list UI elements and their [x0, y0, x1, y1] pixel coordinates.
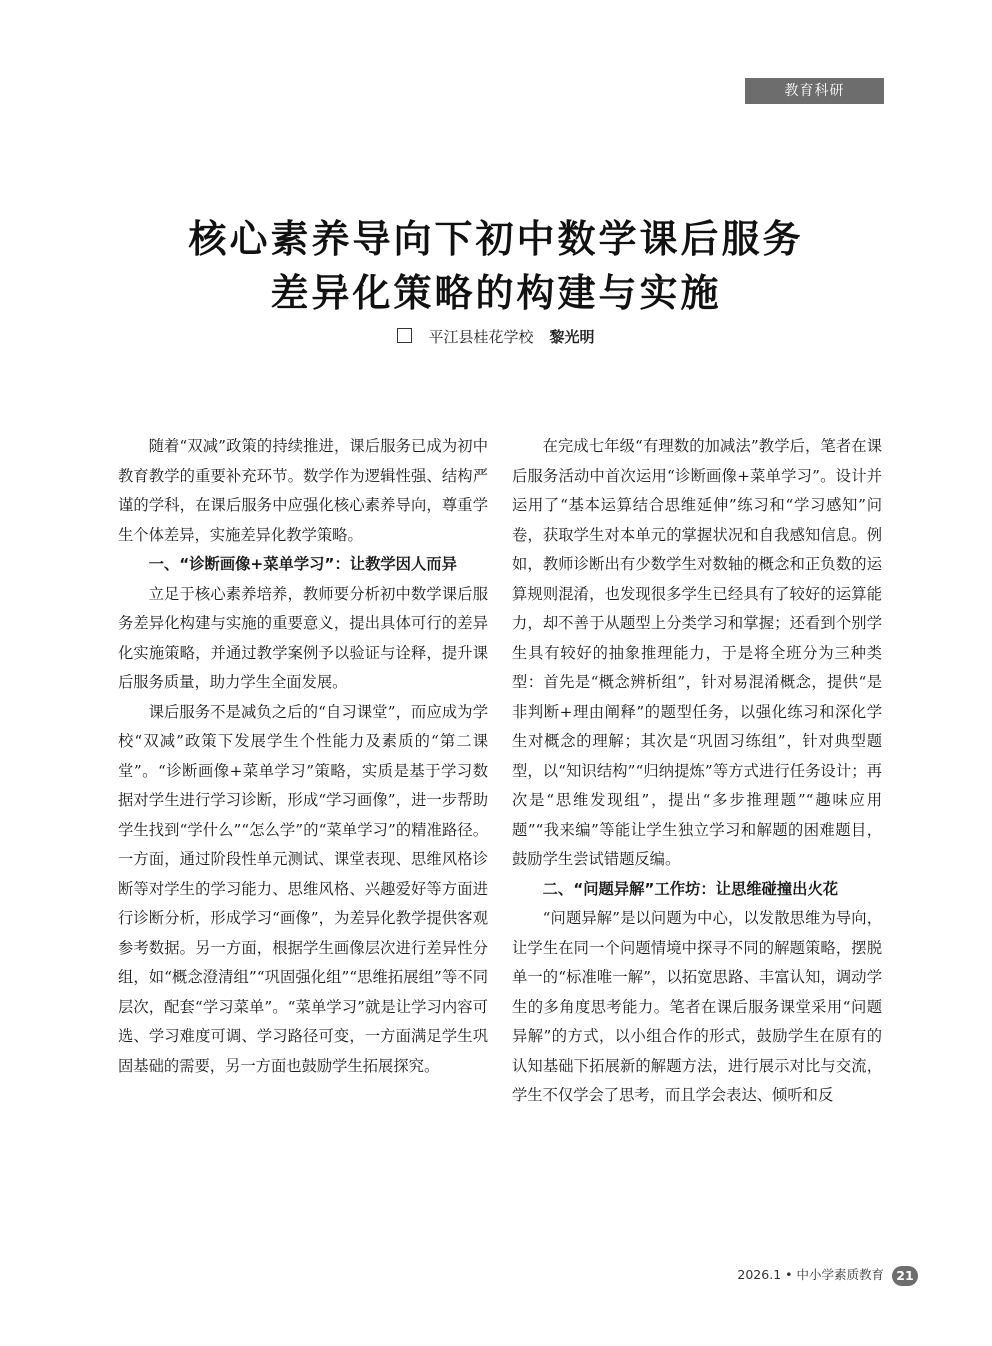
page-footer	[660, 1264, 918, 1286]
footer-separator: •	[785, 1267, 793, 1282]
article-title-line1: 核心素养导向下初中数学课后服务	[188, 217, 804, 261]
section-tag: 教育科研	[745, 78, 884, 104]
left-column	[118, 432, 488, 1081]
section-heading: 一、“诊断画像+菜单学习”：让教学因人而异	[148, 555, 457, 573]
paragraph: 随着“双减”政策的持续推进，课后服务已成为初中教育教学的重要补充环节。数学作为逻辑性强、结构严谨的学科，在课后服务中应强化核心素养导向，尊重学生个体差异，实施差异化教学策略。	[118, 437, 488, 544]
author-name: 黎光明	[549, 328, 595, 346]
right-column	[512, 432, 882, 1111]
page-number: 21	[892, 1266, 918, 1286]
paragraph: “问题异解”是以问题为中心，以发散思维为导向，让学生在同一个问题情境中探寻不同的解题策略，摆脱单一的“标准唯一解”，以拓宽思路、丰富认知，调动学生的多角度思考能力。笔者在课后服务课堂采用“问题异解”的方式，以小组合作的形式，鼓励学生在原有的认知基础下拓展新的解题方法，进行展示对比与交流，学生不仅学会了思考，而且学会表达、倾听和反	[512, 909, 882, 1104]
section-heading: 二、“问题异解”工作坊：让思维碰撞出火花	[542, 879, 839, 898]
square-icon	[397, 328, 412, 343]
paragraph: 课后服务不是减负之后的“自习课堂”，而应成为学校“双减”政策下发展学生个性能力及素质的“第二课堂”。“诊断画像+菜单学习”策略，实质是基于学习数据对学生进行学习诊断，形成“学习画像”，进一步帮助学生找到“学什么”“怎么学”的“菜单学习”的精准路径。一方面，通过阶段性单元测试、课堂表现、思维风格诊断等对学生的学习能力、思维风格、兴趣爱好等方面进行诊断分析，形成学习“画像”，为差异化教学提供客观参考数据。另一方面，根据学生画像层次进行差异性分组，如“概念澄清组”“巩固强化组”“思维拓展组”等不同层次，配套“学习菜单”。“菜单学习”就是让学习内容可选、学习难度可调、学习路径可变，一方面满足学生巩固基础的需要，另一方面也鼓励学生拓展探究。	[118, 702, 488, 1075]
byline	[0, 326, 992, 347]
school-name: 平江县桂花学校	[428, 328, 534, 346]
journal-name: 中小学素质教育	[796, 1267, 885, 1282]
paragraph: 立足于核心素养培养，教师要分析初中数学课后服务差异化构建与实施的重要意义，提出具体可行的差异化实施策略，并通过教学案例予以验证与诠释，提升课后服务质量，助力学生全面发展。	[118, 584, 488, 691]
issue-number: 2026.1	[737, 1267, 782, 1282]
paragraph: 在完成七年级“有理数的加减法”教学后，笔者在课后服务活动中首次运用“诊断画像+菜单学习”。设计并运用了“基本运算结合思维延伸”练习和“学习感知”问卷，获取学生对本单元的掌握状况和自我感知信息。例如，教师诊断出有少数学生对数轴的概念和正负数的运算规则混淆，也发现很多学生已经具有了较好的运算能力，却不善于从题型上分类学习和掌握；还看到个别学生具有较好的抽象推理能力，于是将全班分为三种类型：首先是“概念辨析组”，针对易混淆概念，提供“是非判断+理由阐释”的题型任务，以强化练习和深化学生对概念的理解；其次是“巩固习练组”，针对典型题型，以“知识结构”“归纳提炼”等方式进行任务设计；再次是“思维发现组”，提出“多步推理题”“趣味应用题”“我来编”等能让学生独立学习和解题的困难题目，鼓励学生尝试错题反编。	[512, 437, 882, 868]
article-title-line2: 差异化策略的构建与实施	[270, 271, 722, 315]
